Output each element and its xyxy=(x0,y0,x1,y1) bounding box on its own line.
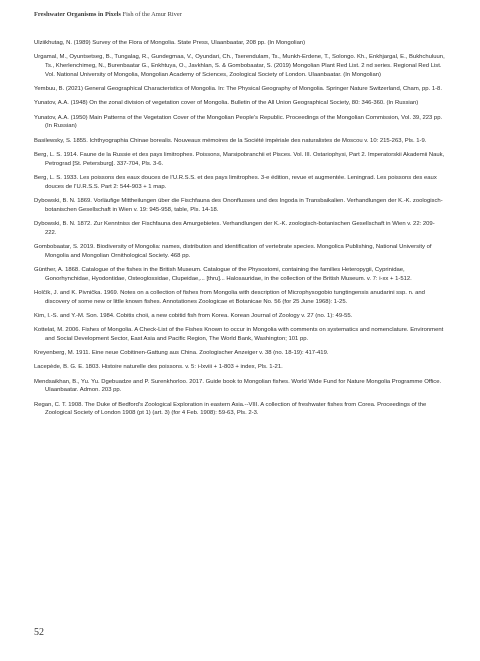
reference-item: Mendsaikhan, B., Yu. Yu. Dgebuadze and P. Surenkhorloo. 2017. Guide book to Mongolian fishes. World Wide Fund for Nature Mongolia Programme Office. Ulaanbaatar. Admon. 203 pp. xyxy=(34,378,442,394)
reference-item: Dybowski, B. N. 1872. Zur Kenntniss der Fischfauna des Amurgebietes. Verhandlungen der K.-K. zoologisch-botanischen Gesellschaft in Wien v. 22: 209-222. xyxy=(34,220,435,236)
reference-item: Yembuu, B. (2021) General Geographical Characteristics of Mongolia. In: The Physical Geography of Mongolia. Springer Nature Switzerland, Cham, pp. 1-8. xyxy=(34,86,442,92)
reference-item: Yunatov, A.A. (1948) On the zonal division of vegetation cover of Mongolia. Bulletin of the All Union Geographical Society, 80: 346-360. (In Russian) xyxy=(34,100,419,107)
reference-item: Berg, L. S. 1914. Faune de la Russie et des pays limitrophes. Poissons, Marsipobranchii et Pisces. Vol. III. Ostariophysi, Part 2. Imperatorskii Akademii Nauk, Petrograd [St. Petersburg]. 337-704, Pls. 3-6. xyxy=(34,151,445,167)
reference-item: Holčík, J. and K. Pivnička. 1969. Notes on a collection of fishes from Mongolia with description of Microphysogobio tungtingensis anudarini ssp. n. and discovery of some new or little known fishes. Annotationes Zoologicae et Botanicae No. 56 (for 25 June 1968): 1-25. xyxy=(34,289,425,305)
reference-item: Kreyenberg, M. 1911. Eine neue Cobitinen-Gattung aus China. Zoologischer Anzeiger v. 38 (no. 18-19): 417-419. xyxy=(34,350,329,357)
reference-list xyxy=(34,39,446,424)
reference-item: Basilewsky, S. 1855. Ichthyographia Chinae borealis. Nouveaux mémoires de la Société impériale des naturalistes de Moscou v. 10: 215-263, Pls. 1-9. xyxy=(34,137,427,144)
reference-item: Kottelat, M. 2006. Fishes of Mongolia. A Check-List of the Fishes Known to occur in Mongolia with comments on systematics and nomenclature. Environment and Social Development Sector, East Asia and Pacific Region, The World Bank, Washington; 101 pp. xyxy=(34,327,444,342)
reference-item: Urgamal, M., Oyuntsetseg, B., Tungalag, R., Gundegmaa, V., Oyundari, Ch., Tserendulam, Ts., Munkh-Erdene, T., Solongo. Kh., Enkhjargal, E., Bukhchuluun, Ts., Kherlenchimeg, N., Burenbaatar G., Enkhtuya, O., Javkhlan, S. & Gombobaatar, S. (2019) Mongolian Plant Red List. 2 nd series. Regional Red List. Vol. National University of Mongolia, Mongolian Academy of Sciences, Zoological Society of London. Ulaanbaatar. (In Mongolian) xyxy=(34,54,445,78)
page-number: 52 xyxy=(34,627,44,638)
reference-item: Lacepède, B. G. E. 1803. Histoire naturelle des poissons. v. 5: i-lxviii + 1-803 + index, Pls. 1-21. xyxy=(34,364,283,371)
reference-item: Günther, A. 1868. Catalogue of the fishes in the British Museum. Catalogue of the Physostomi, containing the families Heteropygii, Cyprinidae, Gonorhynchidae, Hyodontidae, Osteoglossidae, Clupeidae,... [thru]... Halosauridae, in the collection of the British Museum. v. 7: i-xx + 1-512. xyxy=(34,266,412,282)
reference-item: Yunatov, A.A. (1950) Main Patterns of the Vegetation Cover of the Mongolian People’s Republic. Proceedings of the Mongolian Commission, Vol. 39, 223 pp. (In Russian) xyxy=(34,114,443,130)
reference-item: Dybowski, B. N. 1869. Vorläufige Mittheilungen über die Fischfauna des Ononflusses und des Ingoda in Transbaikalien. Verhandlungen der K.-K. zoologisch-botanischen Gesellschaft in Wien v. 19: 945-958, table, Pls. 14-18. xyxy=(34,197,443,213)
header-title: Freshwater Organisms in Pixels xyxy=(34,11,121,18)
running-header xyxy=(34,11,182,18)
reference-item: Ulziikhutag, N. (1989) Survey of the Flora of Mongolia. State Press, Ulaanbaatar, 208 pp. (In Mongolian) xyxy=(34,40,306,46)
reference-item: Kim, I.-S. and Y.-M. Son. 1984. Cobitis choii, a new cobitid fish from Korea. Korean Journal of Zoology v. 27 (no. 1): 49-55. xyxy=(34,312,353,319)
reference-item: Regan, C. T. 1908. The Duke of Bedford’s Zoological Exploration in eastern Asia.--VIII. A collection of freshwater fishes from Corea. Proceedings of the Zoological Society of London 1908 (pt 1) (art. 3) (for 4 Feb. 1908): 59-63, Pls. 2-3. xyxy=(34,401,427,417)
reference-item: Berg, L. S. 1933. Les poissons des eaux douces de l’U.R.S.S. et des pays limitrophes. 3-e édition, revue et augmentée. Leningrad. Les poissons des eaux douces de l’U.R.S.S. Part 2: 544-903 + 1 map. xyxy=(34,174,437,190)
reference-item: Gombobaatar, S. 2019. Biodiversity of Mongolia: names, distribution and identification of vertebrate species. Mongolica Publishing, National University of Mongolia and Mongolian Ornithological Society. 468 pp. xyxy=(34,243,432,259)
header-subtitle: Fish of the Amur River xyxy=(122,11,182,18)
